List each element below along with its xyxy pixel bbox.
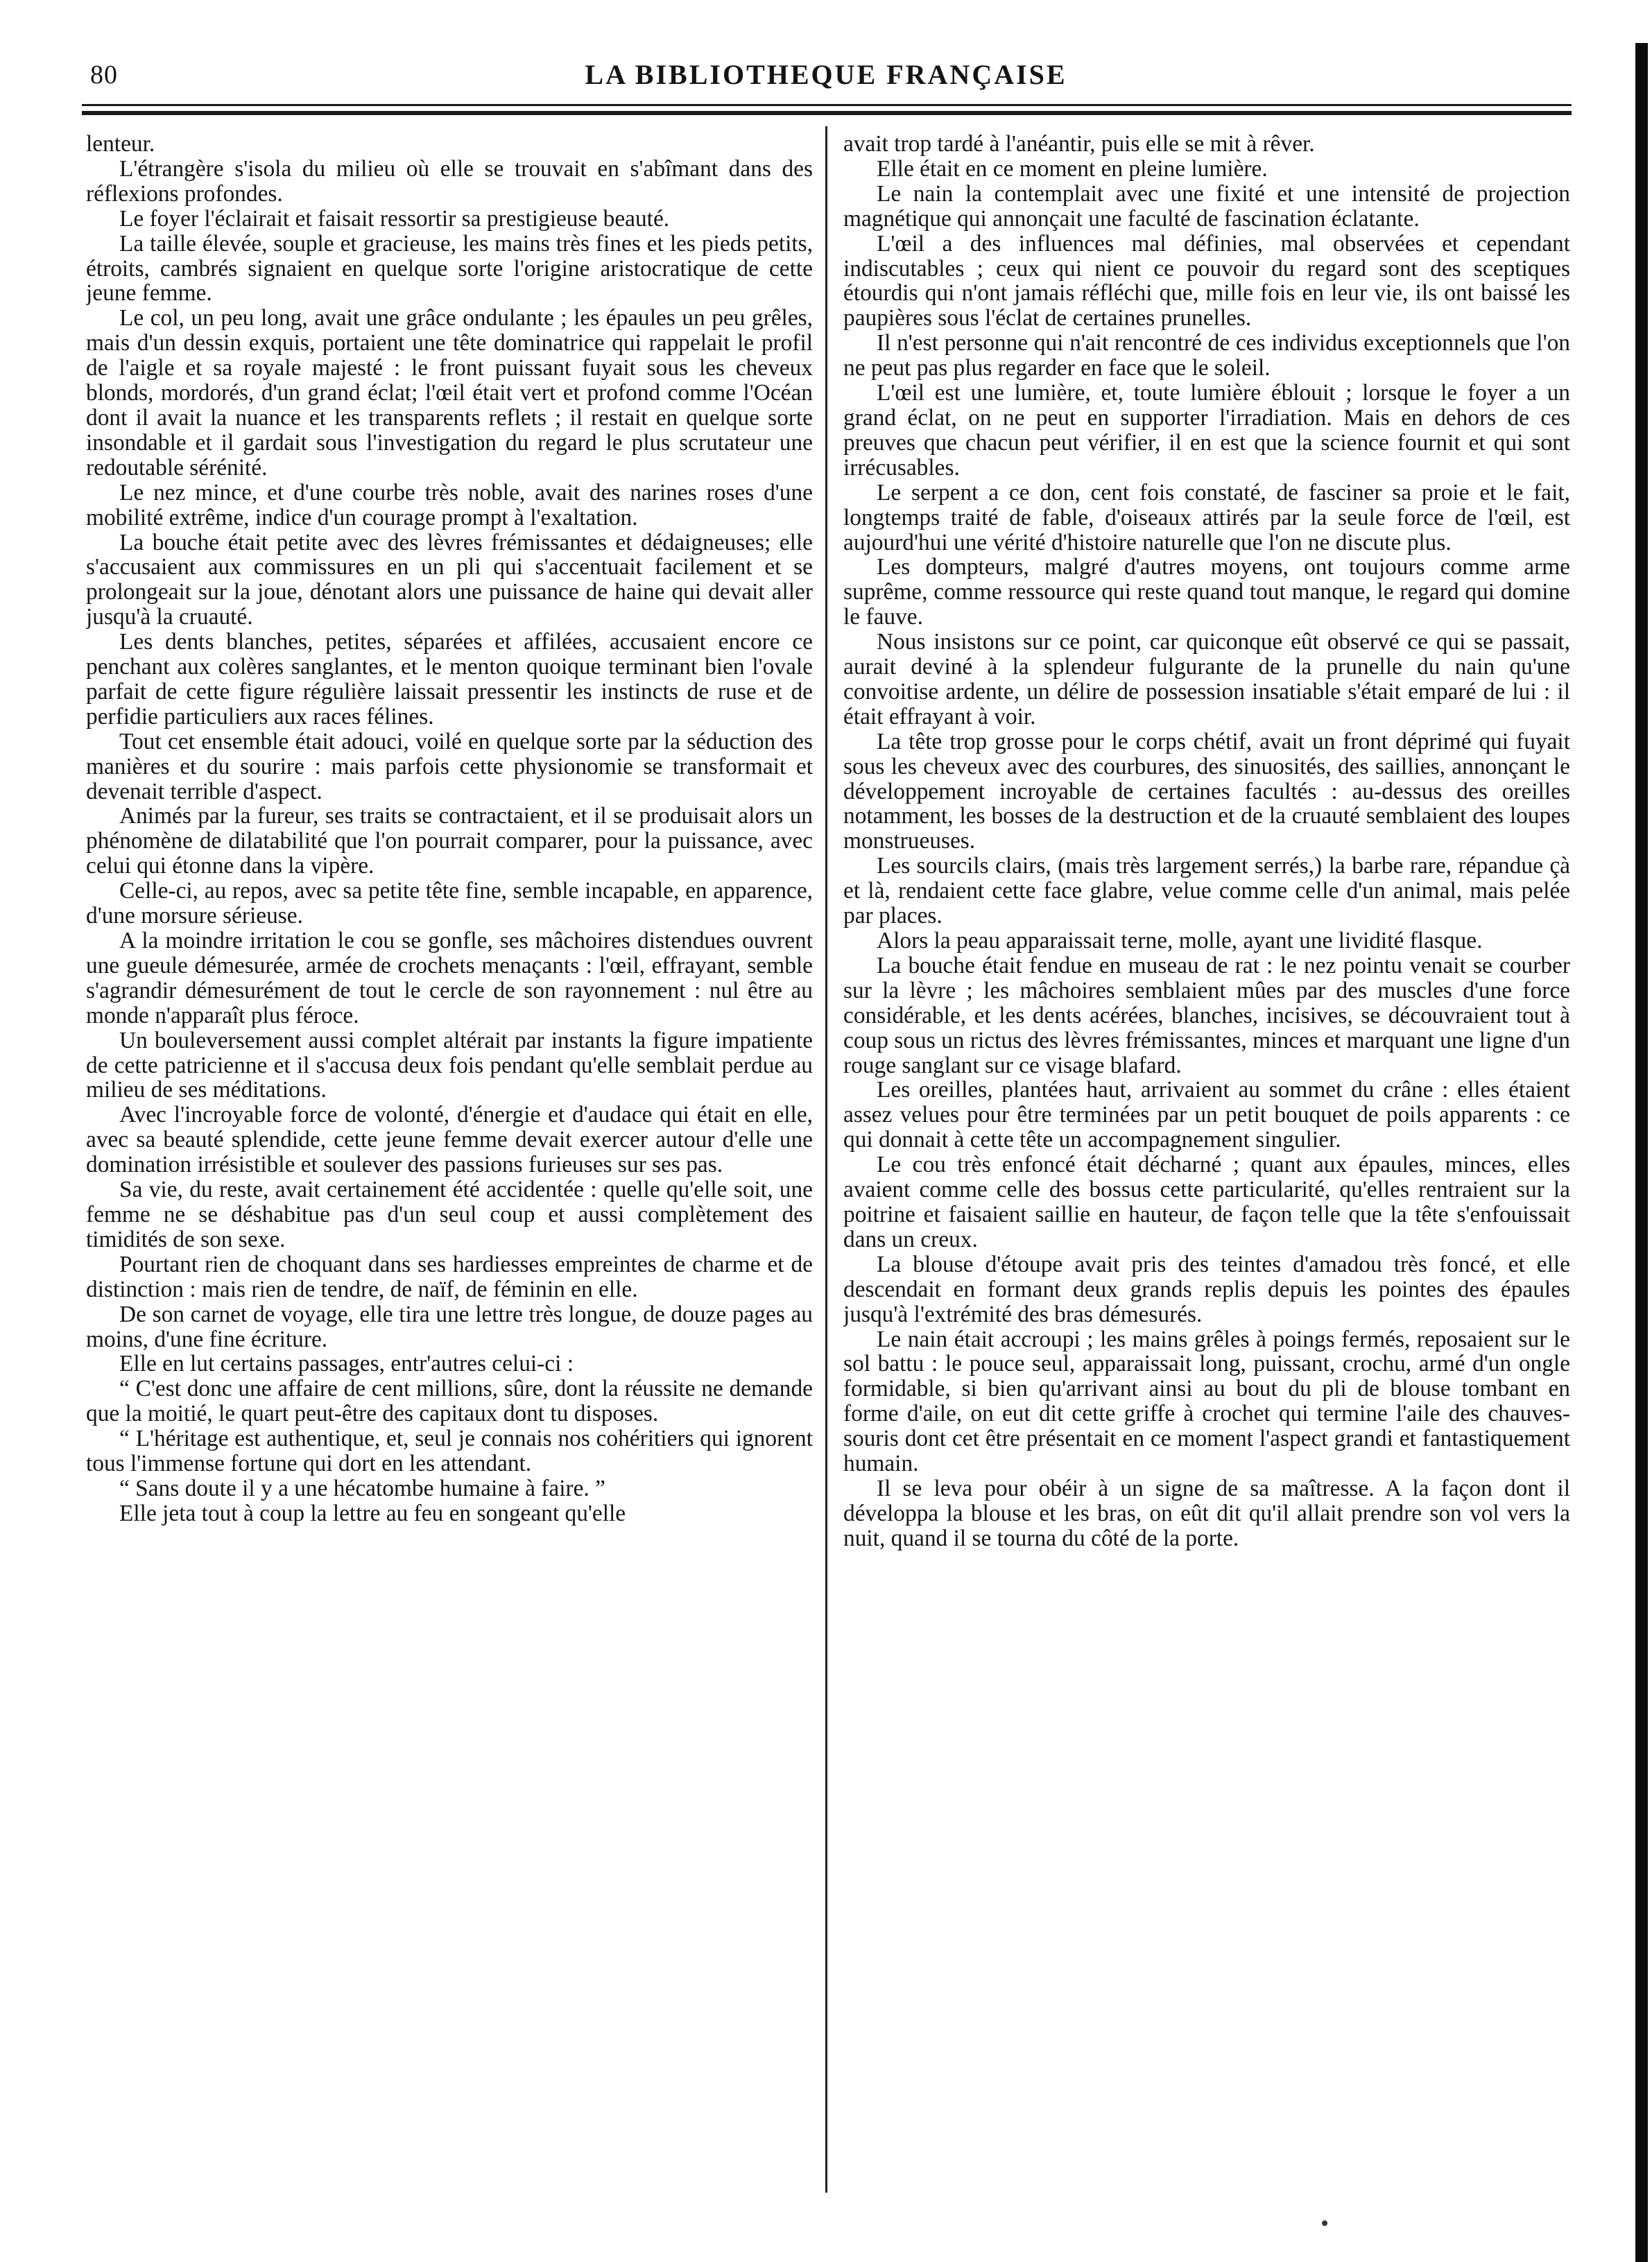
quoted-letter-paragraph: “ Sans doute il y a une hécatombe humaine à faire. ” [119, 1475, 605, 1501]
paragraph: Elle était en ce moment en pleine lumière. [877, 155, 1268, 182]
paragraph: Le nain était accroupi ; les mains grêles à poings fermés, reposaient sur le sol battu : le pouce seul, apparaissait long, puissant, crochu, armé d'un ongle formidable, si bien qu'arrivant ainsi au bout du pli de blouse tombant en forme d'aile, on eut dit cette griffe à crochet qui termine l'aile des chauves-souris dont cet être présentait en ce moment l'aspect grandi et fantastiquement humain. [843, 1326, 1570, 1477]
paragraph: La bouche était petite avec des lèvres frémissantes et dédaigneuses; elle s'accusaient aux commissures en un pli qui s'accentuait facilement et se prolongeait sur la joue, dénotant alors une puissance de haine qui devait aller jusqu'à la cruauté. [86, 529, 813, 630]
paragraph: lenteur. [86, 132, 155, 157]
paragraph: La bouche était fendue en museau de rat : le nez pointu venait se courber sur la lèvre ; les mâchoires semblaient mûes par des muscles d'une force considérable, et les dents acérées, blanches, incisives, se découvraient tout à coup sous un rictus des lèvres frémissantes, minces et marquant une ligne d'un rouge sanglant sur ce visage blafard. [843, 952, 1570, 1078]
paragraph: Nous insistons sur ce point, car quiconque eût observé ce qui se passait, aurait deviné à la splendeur fulgurante de la prunelle du nain qu'une convoitise ardente, un délire de possession insatiable s'était emparé de lui : il était effrayant à voir. [843, 629, 1570, 729]
paragraph: La tête trop grosse pour le corps chétif, avait un front déprimé qui fuyait sous les cheveux avec des courbures, des sinuosités, des saillies, annonçant le développement incroyable de certaines facultés : au-dessus des oreilles notamment, les bosses de la destruction et de la cruauté semblaient des loupes monstrueuses. [843, 728, 1570, 854]
paragraph: Animés par la fureur, ses traits se contractaient, et il se produisait alors un phénomène de dilatabilité que l'on pourrait comparer, pour la puissance, avec celui qui étonne dans la vipère. [86, 803, 813, 879]
page-edge-bar [1635, 43, 1648, 2262]
paragraph: Alors la peau apparaissait terne, molle, ayant une lividité flasque. [877, 928, 1483, 953]
paragraph: L'œil est une lumière, et, toute lumière éblouit ; lorsque le foyer a un grand éclat, on ne peut en supporter l'irradiation. Mais en dehors de ces preuves que chacun peut vérifier, il en est que la science fournit et qui sont irrécusables. [843, 380, 1570, 481]
right-column [843, 132, 1570, 2198]
page-number: 80 [90, 60, 118, 89]
left-column [86, 132, 813, 2198]
paragraph: A la moindre irritation le cou se gonfle, ses mâchoires distendues ouvrent une gueule démesurée, armée de crochets menaçants : l'œil, effrayant, semble s'agrandir démesurément de tout le cercle de son rayonnement : nul être au monde n'apparaît plus féroce. [86, 928, 813, 1028]
paragraph: Le serpent a ce don, cent fois constaté, de fasciner sa proie et le fait, longtemps traité de fable, d'oiseaux attirés par la seule force de l'œil, est aujourd'hui une vérité d'histoire naturelle que l'on ne discute plus. [843, 479, 1570, 555]
paragraph: Les oreilles, plantées haut, arrivaient au sommet du crâne : elles étaient assez velues pour être terminées par un petit bouquet de poils apparents : ce qui donnait à cette tête un accompagnement singulier. [843, 1077, 1570, 1153]
paragraph: Les sourcils clairs, (mais très largement serrés,) la barbe rare, répandue çà et là, rendaient cette face glabre, velue comme celle d'un animal, mais pelée par places. [843, 853, 1570, 929]
paragraph: Celle-ci, au repos, avec sa petite tête fine, semble incapable, en apparence, d'une morsure sérieuse. [86, 878, 813, 929]
quoted-letter-paragraph: “ C'est donc une affaire de cent millions, sûre, dont la réussite ne demande que la moitié, le quart peut-être des capitaux dont tu disposes. [86, 1376, 813, 1427]
paragraph: La blouse d'étoupe avait pris des teintes d'amadou très foncé, et elle descendait en formant deux grands replis depuis les pointes des épaules jusqu'à l'extrémité des bras démesurés. [843, 1251, 1570, 1327]
paragraph: Le col, un peu long, avait une grâce ondulante ; les épaules un peu grêles, mais d'un dessin exquis, portaient une tête dominatrice qui rappelait le profil de l'aigle et sa royale majesté : le front puissant fuyait sous les cheveux blonds, mordorés, d'un grand éclat; l'œil était vert et profond comme l'Océan dont il avait la nuance et les transparents reflets ; il restait en quelque sorte insondable et il gardait sous l'investigation du regard le plus scrutateur une redoutable sérénité. [86, 305, 813, 481]
paragraph: Elle jeta tout à coup la lettre au feu en songeant qu'elle [119, 1500, 626, 1526]
header-rule-thick [82, 111, 1572, 115]
paragraph: Il se leva pour obéir à un signe de sa maîtresse. A la façon dont il développa la blouse et les bras, on eût dit qu'il allait prendre son vol vers la nuit, quand il se tourna du côté de la porte. [843, 1475, 1570, 1551]
running-title: LA BIBLIOTHEQUE FRANÇAISE [585, 59, 1067, 90]
paragraph: Sa vie, du reste, avait certainement été accidentée : quelle qu'elle soit, une femme ne se déshabitue pas d'un seul coup et aussi complètement des timidités de son sexe. [86, 1177, 813, 1252]
paragraph: L'étrangère s'isola du milieu où elle se trouvait en s'abîmant dans des réflexions profondes. [86, 155, 813, 207]
paragraph: Les dents blanches, petites, séparées et affilées, accusaient encore ce penchant aux colères sanglantes, et le menton quoique terminant bien l'ovale parfait de cette figure régulière laissait pressentir les instincts de ruse et de perfidie particuliers aux races félines. [86, 629, 813, 729]
column-divider [825, 126, 827, 2193]
paragraph: Un bouleversement aussi complet altérait par instants la figure impatiente de cette patricienne et il s'accusa deux fois pendant qu'elle semblait perdue au milieu de ses méditations. [86, 1027, 813, 1103]
paragraph: Le nain la contemplait avec une fixité et une intensité de projection magnétique qui annonçait une faculté de fascination éclatante. [843, 180, 1570, 232]
quoted-letter-paragraph: “ L'héritage est authentique, et, seul je connais nos cohéritiers qui ignorent tous l'immense fortune qui dort en les attendant. [86, 1426, 813, 1477]
header-rule-thin [82, 104, 1572, 106]
paragraph: avait trop tardé à l'anéantir, puis elle se mit à rêver. [843, 132, 1315, 157]
paragraph: Tout cet ensemble était adouci, voilé en quelque sorte par la séduction des manières et du sourire : mais parfois cette physionomie se transformait et devenait terrible d'aspect. [86, 728, 813, 804]
page-header [0, 57, 1652, 98]
paragraph: Les dompteurs, malgré d'autres moyens, ont toujours comme arme suprême, comme ressource qui reste quand tout manque, le regard qui domine le fauve. [843, 554, 1570, 630]
paragraph: La taille élevée, souple et gracieuse, les mains très fines et les pieds petits, étroits, cambrés signaient en quelque sorte l'origine aristocratique de cette jeune femme. [86, 230, 813, 307]
paragraph: Il n'est personne qui n'ait rencontré de ces individus exceptionnels que l'on ne peut pas plus regarder en face que le soleil. [843, 330, 1570, 381]
paragraph: De son carnet de voyage, elle tira une lettre très longue, de douze pages au moins, d'une fine écriture. [86, 1301, 813, 1352]
paragraph: Avec l'incroyable force de volonté, d'énergie et d'audace qui était en elle, avec sa beauté splendide, cette jeune femme devait exercer autour d'elle une domination irrésistible et soulever des passions furieuses sur ses pas. [86, 1102, 813, 1178]
ink-speck [1322, 2220, 1327, 2226]
paragraph: Elle en lut certains passages, entr'autres celui-ci : [119, 1351, 574, 1377]
paragraph: Pourtant rien de choquant dans ses hardiesses empreintes de charme et de distinction : mais rien de tendre, de naïf, de féminin en elle. [86, 1251, 813, 1302]
paragraph: Le nez mince, et d'une courbe très noble, avait des narines roses d'une mobilité extrême, indice d'un courage prompt à l'exaltation. [86, 479, 813, 530]
paragraph: Le foyer l'éclairait et faisait ressortir sa prestigieuse beauté. [119, 205, 670, 232]
paragraph: Le cou très enfoncé était décharné ; quant aux épaules, minces, elles avaient comme celle des bossus cette particularité, qu'elles rentraient sur la poitrine et faisaient saillie en hauteur, de façon telle que la tête s'enfouissait dans un creux. [843, 1152, 1570, 1252]
paragraph: L'œil a des influences mal définies, mal observées et cependant indiscutables ; ceux qui nient ce pouvoir du regard sont des sceptiques étourdis qui n'ont jamais réfléchi que, mille fois en leur vie, ils ont baissé les paupières sous l'éclat de certaines prunelles. [843, 230, 1570, 331]
